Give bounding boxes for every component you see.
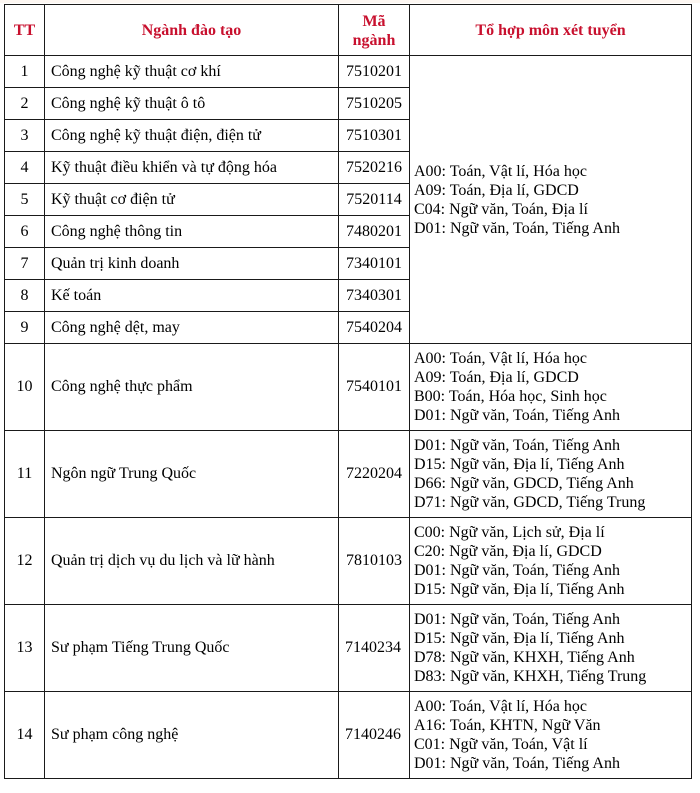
major-code: 7810103 — [339, 518, 410, 605]
row-number: 9 — [5, 312, 45, 344]
major-name: Công nghệ kỹ thuật ô tô — [45, 88, 339, 120]
header-code-line1: Mã — [362, 13, 386, 30]
major-name: Quản trị kinh doanh — [45, 248, 339, 280]
row-number: 7 — [5, 248, 45, 280]
row-number: 5 — [5, 184, 45, 216]
table-row — [5, 692, 692, 779]
combo-line: D15: Ngữ văn, Địa lí, Tiếng Anh — [414, 581, 625, 598]
table-row — [5, 344, 692, 431]
major-code: 7480201 — [339, 216, 410, 248]
row-number: 12 — [5, 518, 45, 605]
combo-line: A00: Toán, Vật lí, Hóa học — [414, 162, 587, 180]
row-number: 10 — [5, 344, 45, 431]
combo-line: D01: Ngữ văn, Toán, Tiếng Anh — [414, 219, 620, 237]
combo-line: D01: Ngữ văn, Toán, Tiếng Anh — [414, 437, 620, 454]
major-code: 7510301 — [339, 120, 410, 152]
major-code: 7520216 — [339, 152, 410, 184]
table-header-row — [5, 5, 692, 56]
combo-line: C04: Ngữ văn, Toán, Địa lí — [414, 200, 588, 218]
header-code — [339, 5, 410, 56]
major-code: 7540204 — [339, 312, 410, 344]
combo-line: A16: Toán, KHTN, Ngữ Văn — [414, 717, 601, 734]
header-combos: Tổ hợp môn xét tuyển — [410, 5, 692, 56]
combo-line: B00: Toán, Hóa học, Sinh học — [414, 388, 607, 405]
combo-line: C01: Ngữ văn, Toán, Vật lí — [414, 736, 588, 753]
major-name: Kế toán — [45, 280, 339, 312]
admission-majors-table — [4, 4, 692, 779]
major-name: Công nghệ thực phẩm — [45, 344, 339, 431]
row-number: 1 — [5, 56, 45, 88]
combo-line: D01: Ngữ văn, Toán, Tiếng Anh — [414, 611, 620, 628]
row-number: 8 — [5, 280, 45, 312]
top-edge-strip — [0, 0, 700, 3]
header-major: Ngành đào tạo — [45, 5, 339, 56]
major-code: 7140234 — [339, 605, 410, 692]
major-code: 7510205 — [339, 88, 410, 120]
row-number: 2 — [5, 88, 45, 120]
major-name: Quản trị dịch vụ du lịch và lữ hành — [45, 518, 339, 605]
major-code: 7220204 — [339, 431, 410, 518]
major-code: 7520114 — [339, 184, 410, 216]
major-code: 7140246 — [339, 692, 410, 779]
table-row — [5, 605, 692, 692]
major-code: 7340301 — [339, 280, 410, 312]
combo-line: D15: Ngữ văn, Địa lí, Tiếng Anh — [414, 630, 625, 647]
row-number: 11 — [5, 431, 45, 518]
header-tt: TT — [5, 5, 45, 56]
combo-line: A00: Toán, Vật lí, Hóa học — [414, 350, 587, 367]
subject-combos — [410, 605, 692, 692]
combo-line: A09: Toán, Địa lí, GDCD — [414, 181, 579, 199]
row-number: 13 — [5, 605, 45, 692]
major-name: Sư phạm Tiếng Trung Quốc — [45, 605, 339, 692]
major-name: Công nghệ kỹ thuật cơ khí — [45, 56, 339, 88]
major-name: Công nghệ thông tin — [45, 216, 339, 248]
combo-line: D01: Ngữ văn, Toán, Tiếng Anh — [414, 407, 620, 424]
major-name: Kỹ thuật điều khiển và tự động hóa — [45, 152, 339, 184]
combo-line: D78: Ngữ văn, KHXH, Tiếng Anh — [414, 649, 635, 666]
major-name: Sư phạm công nghệ — [45, 692, 339, 779]
shared-subject-combos — [410, 56, 692, 344]
combo-line: D66: Ngữ văn, GDCD, Tiếng Anh — [414, 475, 634, 492]
major-name: Kỹ thuật cơ điện tử — [45, 184, 339, 216]
combo-line: D01: Ngữ văn, Toán, Tiếng Anh — [414, 755, 620, 772]
major-name: Ngôn ngữ Trung Quốc — [45, 431, 339, 518]
table-row — [5, 56, 692, 88]
combo-line: A00: Toán, Vật lí, Hóa học — [414, 698, 587, 715]
combo-line: C00: Ngữ văn, Lịch sử, Địa lí — [414, 524, 605, 541]
major-name: Công nghệ dệt, may — [45, 312, 339, 344]
combo-line: C20: Ngữ văn, Địa lí, GDCD — [414, 543, 602, 560]
major-code: 7510201 — [339, 56, 410, 88]
table-row — [5, 518, 692, 605]
major-code: 7340101 — [339, 248, 410, 280]
subject-combos — [410, 431, 692, 518]
combo-line: D01: Ngữ văn, Toán, Tiếng Anh — [414, 562, 620, 579]
subject-combos — [410, 518, 692, 605]
header-code-line2: ngành — [352, 32, 396, 49]
row-number: 6 — [5, 216, 45, 248]
table-row — [5, 431, 692, 518]
combo-line: D83: Ngữ văn, KHXH, Tiếng Trung — [414, 668, 647, 685]
row-number: 14 — [5, 692, 45, 779]
row-number: 4 — [5, 152, 45, 184]
combo-line: D71: Ngữ văn, GDCD, Tiếng Trung — [414, 494, 646, 511]
subject-combos — [410, 692, 692, 779]
major-code: 7540101 — [339, 344, 410, 431]
major-name: Công nghệ kỹ thuật điện, điện tử — [45, 120, 339, 152]
combo-line: A09: Toán, Địa lí, GDCD — [414, 369, 579, 386]
combo-line: D15: Ngữ văn, Địa lí, Tiếng Anh — [414, 456, 625, 473]
row-number: 3 — [5, 120, 45, 152]
subject-combos — [410, 344, 692, 431]
